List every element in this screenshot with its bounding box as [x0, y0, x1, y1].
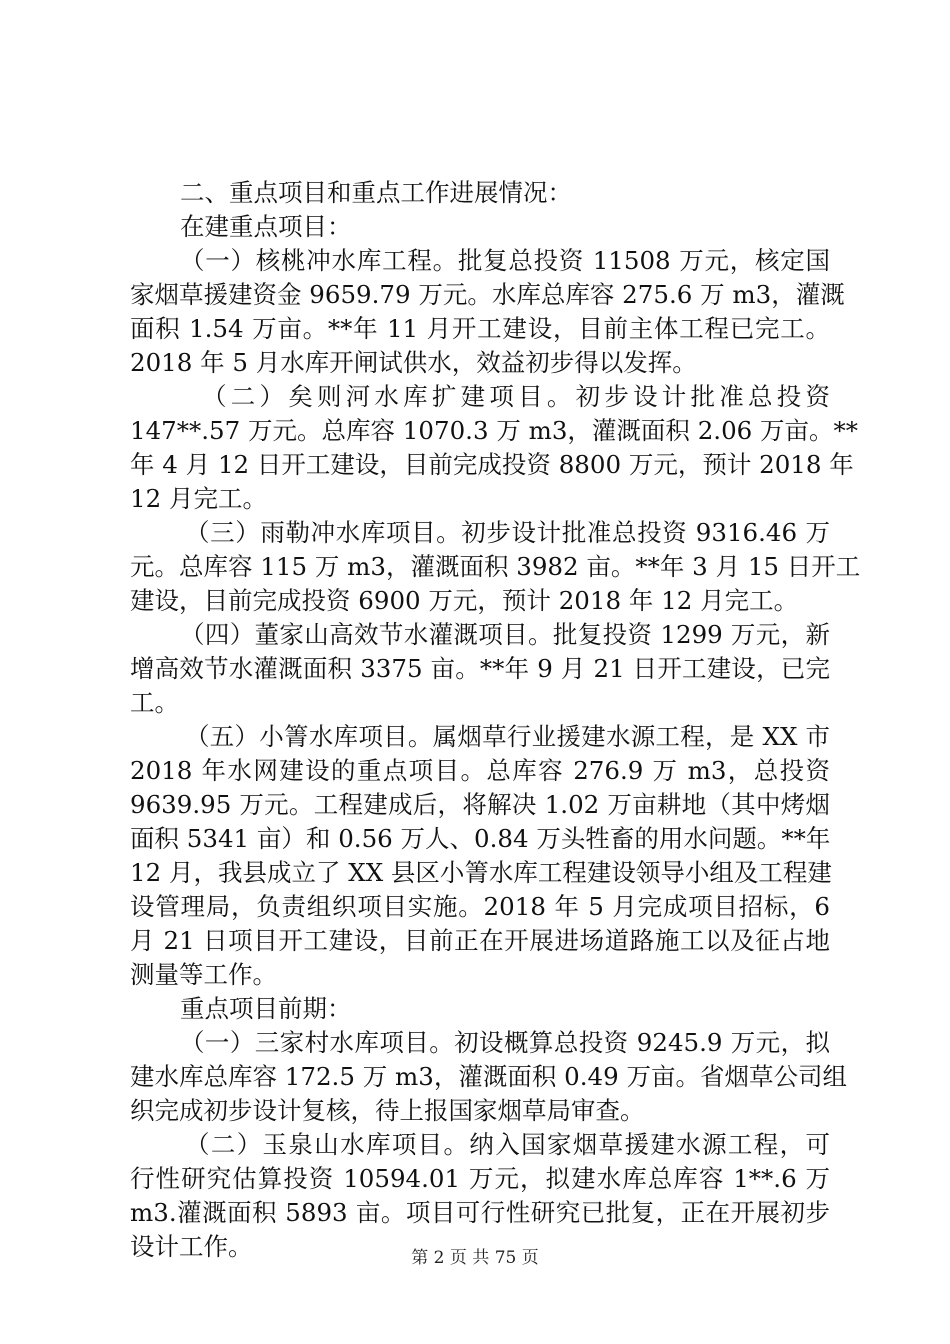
text-line: 建设，目前完成投资 6900 万元，预计 2018 年 12 月完工。: [130, 586, 799, 615]
text-line: 年 4 月 12 日开工建设，目前完成投资 8800 万元，预计 2018 年: [130, 450, 854, 479]
text-line: 月 21 日项目开工建设，目前正在开展进场道路施工以及征占地: [130, 926, 830, 955]
text-line: 家烟草援建资金 9659.79 万元。水库总库容 275.6 万 m3，灌溉: [130, 280, 845, 309]
text-line: （一）核桃冲水库工程。批复总投资 11508 万元，核定国: [180, 246, 830, 275]
text-line: 12 月完工。: [130, 484, 267, 513]
page-footer: 第 2 页 共 75 页: [411, 1248, 539, 1268]
text-line: （四）董家山高效节水灌溉项目。批复投资 1299 万元，新: [180, 620, 830, 649]
text-line: 设管理局，负责组织项目实施。2018 年 5 月完成项目招标，6: [130, 892, 830, 921]
text-line: 增高效节水灌溉面积 3375 亩。**年 9 月 21 日开工建设，已完: [130, 654, 830, 683]
text-line: m3.灌溉面积 5893 亩。项目可行性研究已批复，正在开展初步: [130, 1198, 830, 1227]
text-line: 行性研究估算投资 10594.01 万元，拟建水库总库容 1**.6 万: [130, 1164, 830, 1193]
text-line: 建水库总库容 172.5 万 m3，灌溉面积 0.49 万亩。省烟草公司组: [130, 1062, 847, 1091]
text-line: 9639.95 万元。工程建成后，将解决 1.02 万亩耕地（其中烤烟: [130, 790, 830, 819]
text-line: 工。: [130, 688, 179, 717]
text-line: （五）小箐水库项目。属烟草行业援建水源工程，是 XX 市: [185, 722, 830, 751]
text-line: 12 月，我县成立了 XX 县区小箐水库工程建设领导小组及工程建: [130, 858, 832, 887]
document-body: [130, 176, 861, 1264]
text-line: 元。总库容 115 万 m3，灌溉面积 3982 亩。**年 3 月 15 日开工: [130, 552, 861, 581]
text-line: 在建重点项目：: [180, 212, 352, 241]
text-line: 面积 5341 亩）和 0.56 万人、0.84 万头牲畜的用水问题。**年: [130, 824, 831, 853]
text-line: （二）矣则河水库扩建项目。初步设计批准总投资: [202, 382, 830, 411]
text-line: 测量等工作。: [130, 960, 277, 989]
text-line: （一）三家村水库项目。初设概算总投资 9245.9 万元，拟: [180, 1028, 830, 1057]
text-line: 2018 年 5 月水库开闸试供水，效益初步得以发挥。: [130, 348, 697, 377]
text-line: 二、重点项目和重点工作进展情况：: [180, 178, 572, 207]
text-line: （二）玉泉山水库项目。纳入国家烟草援建水源工程，可: [185, 1130, 830, 1159]
text-line: 面积 1.54 万亩。**年 11 月开工建设，目前主体工程已完工。: [130, 314, 830, 343]
text-line: 2018 年水网建设的重点项目。总库容 276.9 万 m3，总投资: [130, 756, 830, 785]
text-line: （三）雨勒冲水库项目。初步设计批准总投资 9316.46 万: [185, 518, 830, 547]
text-line: 重点项目前期：: [180, 994, 352, 1023]
text-line: 织完成初步设计复核，待上报国家烟草局审查。: [130, 1096, 645, 1125]
text-line: 设计工作。: [130, 1232, 253, 1261]
text-line: 147**.57 万元。总库容 1070.3 万 m3，灌溉面积 2.06 万亩。**: [130, 416, 859, 445]
